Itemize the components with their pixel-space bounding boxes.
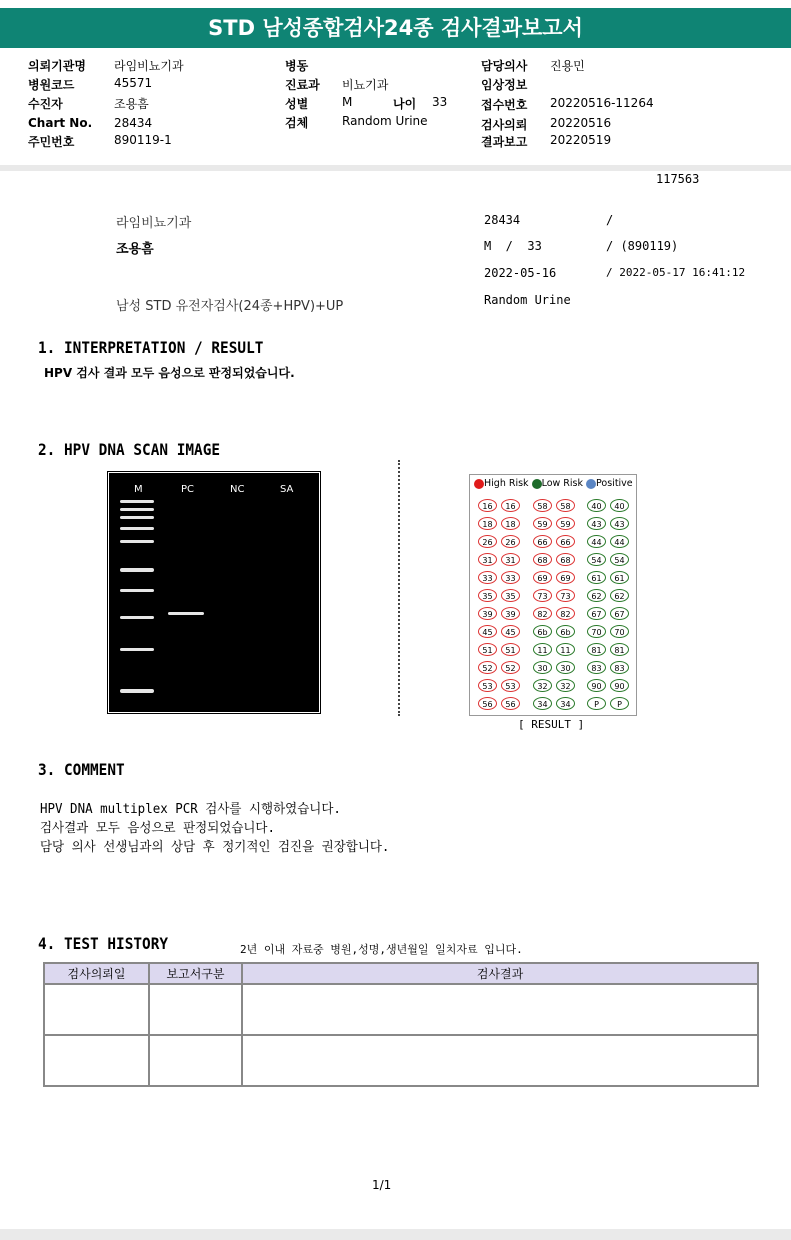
comment-text [40, 800, 389, 857]
hpv-type-oval: 44 [610, 535, 629, 548]
hpv-type-oval: 70 [610, 625, 629, 638]
table-cell [242, 1035, 758, 1086]
table-cell [44, 984, 149, 1035]
summary-chart: 28434 [484, 213, 521, 227]
hpv-type-oval: 35 [501, 589, 520, 602]
hpv-type-oval: 31 [501, 553, 520, 566]
hpv-type-oval: 81 [610, 643, 629, 656]
hpv-type-oval: 51 [501, 643, 520, 656]
summary-datetime: / 2022-05-17 16:41:12 [606, 266, 746, 279]
marker-band [120, 516, 154, 519]
hpv-type-oval: 83 [610, 661, 629, 674]
hpv-type-oval: 39 [478, 607, 497, 620]
hpv-type-oval: 45 [478, 625, 497, 638]
gel-electrophoresis-image [110, 474, 318, 711]
hpv-type-oval: 53 [501, 679, 520, 692]
header-divider [0, 165, 791, 171]
label-department: 진료과 [285, 78, 320, 92]
report-title: STD 남성종합검사24종 검사결과보고서 [0, 8, 791, 48]
hpv-type-oval: 59 [556, 517, 575, 530]
summary-slash: / [606, 213, 614, 227]
hpv-type-oval: 58 [556, 499, 575, 512]
hpv-type-oval: 6b [556, 625, 575, 638]
gel-lane-label: NC [230, 484, 245, 495]
hpv-type-oval: 33 [501, 571, 520, 584]
hpv-type-oval: 68 [556, 553, 575, 566]
table-row [44, 1035, 758, 1086]
label-specimen: 검체 [285, 116, 309, 130]
hpv-type-oval: 52 [478, 661, 497, 674]
col-result: 검사결과 [242, 963, 758, 984]
hpv-type-oval: 58 [533, 499, 552, 512]
hpv-type-oval: 61 [610, 571, 629, 584]
hpv-type-oval: P [587, 697, 606, 710]
value-specimen: Random Urine [342, 114, 428, 128]
bottom-bar [0, 1229, 791, 1240]
label-report-date: 결과보고 [481, 135, 528, 149]
hpv-type-oval: 26 [478, 535, 497, 548]
label-clinic: 의뢰기관명 [28, 59, 86, 73]
hpv-type-oval: 26 [501, 535, 520, 548]
marker-band [120, 568, 154, 572]
hpv-type-oval: 11 [533, 643, 552, 656]
positive-dot-icon [586, 479, 596, 489]
interpretation-text: HPV 검사 결과 모두 음성으로 판정되었습니다. [44, 366, 295, 380]
label-ward: 병동 [285, 59, 309, 73]
value-request-date: 20220516 [550, 116, 612, 130]
hpv-type-oval: 54 [610, 553, 629, 566]
legend-low-risk: Low Risk [541, 478, 583, 489]
result-caption: [ RESULT ] [518, 718, 585, 731]
hpv-type-oval: 18 [501, 517, 520, 530]
hpv-type-oval: 73 [556, 589, 575, 602]
hpv-result-panel [469, 474, 637, 716]
hpv-type-oval: 11 [556, 643, 575, 656]
label-patient: 수진자 [28, 97, 63, 111]
hpv-type-oval: 16 [501, 499, 520, 512]
section3-heading: 3. COMMENT [38, 760, 125, 779]
hpv-type-oval: 82 [556, 607, 575, 620]
hpv-type-oval: 31 [478, 553, 497, 566]
hpv-type-oval: 56 [478, 697, 497, 710]
marker-band [120, 616, 154, 619]
hpv-type-oval: 16 [478, 499, 497, 512]
legend-high-risk: High Risk [484, 478, 529, 489]
label-sex: 성별 [285, 97, 309, 111]
value-clinic: 라임비뇨기과 [114, 59, 184, 73]
low-risk-dot-icon [532, 479, 542, 489]
hpv-type-oval: 73 [533, 589, 552, 602]
table-cell [149, 1035, 242, 1086]
hpv-type-oval: 39 [501, 607, 520, 620]
hpv-type-oval: 69 [556, 571, 575, 584]
hpv-type-oval: 53 [478, 679, 497, 692]
hpv-type-oval: 30 [556, 661, 575, 674]
table-cell [44, 1035, 149, 1086]
history-table [43, 962, 759, 1087]
hpv-type-oval: 67 [587, 607, 606, 620]
pc-band [168, 612, 204, 615]
hpv-type-oval: 33 [478, 571, 497, 584]
hpv-type-oval: 40 [587, 499, 606, 512]
history-note: 2년 이내 자료중 병원,성명,생년월일 일치자료 입니다. [240, 943, 523, 956]
comment-line: 검사결과 모두 음성으로 판정되었습니다. [40, 821, 276, 836]
summary-test-name: 남성 STD 유전자검사(24종+HPV)+UP [116, 299, 344, 314]
hpv-type-oval: 34 [533, 697, 552, 710]
divider-dashed [398, 460, 400, 716]
marker-band [120, 689, 154, 693]
hpv-type-oval: 44 [587, 535, 606, 548]
label-chart-no: Chart No. [28, 116, 93, 130]
label-hospital-code: 병원코드 [28, 78, 75, 92]
value-sex: M [342, 95, 353, 109]
col-report-type: 보고서구분 [149, 963, 242, 984]
hpv-type-oval: 6b [533, 625, 552, 638]
label-resident-no: 주민번호 [28, 135, 75, 149]
label-request-date: 검사의뢰 [481, 118, 528, 132]
section1-heading: 1. INTERPRETATION / RESULT [38, 338, 264, 357]
hpv-type-oval: 66 [533, 535, 552, 548]
summary-clinic: 라임비뇨기과 [116, 216, 192, 231]
table-cell [242, 984, 758, 1035]
page-number: 1/1 [372, 1178, 392, 1192]
hpv-type-oval: 90 [587, 679, 606, 692]
hpv-type-oval: 43 [587, 517, 606, 530]
hpv-type-oval: 30 [533, 661, 552, 674]
summary-sex-age: M / 33 [484, 239, 542, 253]
gel-lane-label: SA [280, 484, 294, 495]
hpv-type-oval: 81 [587, 643, 606, 656]
marker-band [120, 527, 154, 530]
col-request-date: 검사의뢰일 [44, 963, 149, 984]
comment-line: 담당 의사 선생님과의 상담 후 정기적인 검진을 권장합니다. [40, 840, 390, 855]
value-department: 비뇨기과 [342, 78, 389, 92]
hpv-type-oval: P [610, 697, 629, 710]
hpv-type-oval: 40 [610, 499, 629, 512]
value-report-date: 20220519 [550, 133, 612, 147]
marker-band [120, 648, 154, 651]
hpv-type-oval: 62 [587, 589, 606, 602]
hpv-type-oval: 34 [556, 697, 575, 710]
marker-band [120, 589, 154, 592]
hpv-type-oval: 90 [610, 679, 629, 692]
marker-band [120, 508, 154, 511]
hpv-type-oval: 51 [478, 643, 497, 656]
value-resident-no: 890119-1 [114, 133, 172, 147]
table-row [44, 984, 758, 1035]
value-chart-no: 28434 [114, 116, 153, 130]
legend [474, 478, 633, 489]
value-doctor: 진용민 [550, 59, 585, 73]
high-risk-dot-icon [474, 479, 484, 489]
label-doctor: 담당의사 [481, 59, 528, 73]
section4-heading: 4. TEST HISTORY [38, 934, 169, 953]
gel-lane-label: PC [181, 484, 195, 495]
summary-specimen: Random Urine [484, 293, 571, 307]
value-age: 33 [432, 95, 448, 109]
hpv-type-oval: 43 [610, 517, 629, 530]
value-receipt-no: 20220516-11264 [550, 96, 654, 110]
hpv-type-oval: 52 [501, 661, 520, 674]
hpv-type-oval: 67 [610, 607, 629, 620]
summary-date: 2022-05-16 [484, 266, 557, 280]
label-age: 나이 [393, 97, 417, 111]
hpv-type-oval: 69 [533, 571, 552, 584]
section2-heading: 2. HPV DNA SCAN IMAGE [38, 440, 221, 459]
hpv-type-oval: 62 [610, 589, 629, 602]
hpv-type-oval: 61 [587, 571, 606, 584]
gel-lane-label: M [134, 484, 143, 495]
hpv-type-oval: 35 [478, 589, 497, 602]
table-cell [149, 984, 242, 1035]
hpv-type-oval: 18 [478, 517, 497, 530]
report-id-number: 117563 [656, 172, 700, 186]
hpv-type-oval: 68 [533, 553, 552, 566]
comment-line: HPV DNA multiplex PCR 검사를 시행하였습니다. [40, 802, 341, 817]
legend-positive: Positive [596, 478, 633, 489]
label-clinical-info: 임상정보 [481, 78, 528, 92]
hpv-type-oval: 32 [556, 679, 575, 692]
hpv-type-oval: 32 [533, 679, 552, 692]
hpv-type-oval: 54 [587, 553, 606, 566]
history-table-header [44, 963, 758, 984]
hpv-type-oval: 82 [533, 607, 552, 620]
hpv-type-oval: 66 [556, 535, 575, 548]
summary-patient: 조용흠 [116, 242, 154, 257]
value-patient: 조용흠 [114, 97, 149, 111]
value-hospital-code: 45571 [114, 76, 153, 90]
label-receipt-no: 접수번호 [481, 98, 528, 112]
hpv-type-oval: 45 [501, 625, 520, 638]
hpv-type-oval: 56 [501, 697, 520, 710]
hpv-type-oval: 70 [587, 625, 606, 638]
hpv-type-oval: 83 [587, 661, 606, 674]
hpv-type-oval: 59 [533, 517, 552, 530]
summary-birth: / (890119) [606, 239, 679, 253]
marker-band [120, 540, 154, 543]
marker-band [120, 500, 154, 503]
